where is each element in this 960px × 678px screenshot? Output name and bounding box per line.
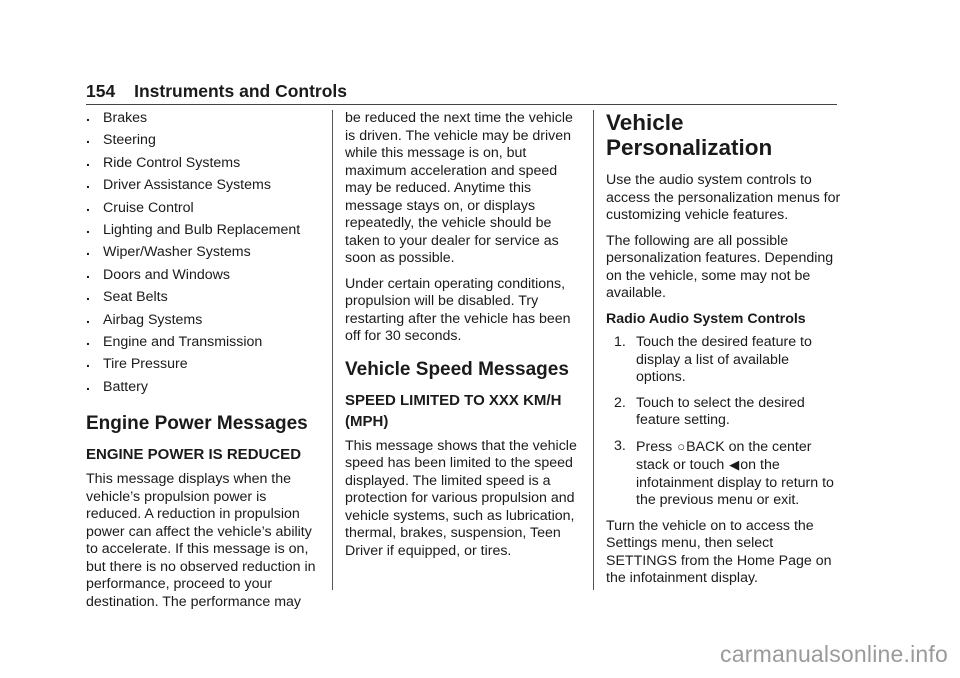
step-item: 1. Touch the desired feature to display a list of available options. (614, 334, 812, 385)
subheading-speed-limited: SPEED LIMITED TO XXX KM/H (MPH) (345, 391, 562, 430)
steps-list (606, 334, 842, 510)
column-2 (345, 110, 583, 568)
paragraph: The following are all possible personalization features. Depending on the vehicle, some may not be available. (606, 232, 834, 301)
back-icon: ○ (677, 438, 686, 454)
paragraph: Use the audio system controls to access the personalization menus for customizing vehicle features. (606, 172, 841, 223)
column-divider (332, 110, 333, 590)
section-heading-speed-messages: Vehicle Speed Messages (345, 358, 569, 380)
touch-back-icon: ◀ (729, 457, 740, 472)
page-number: 154 (86, 81, 116, 101)
paragraph: This message shows that the vehicle speed has been limited to the speed displayed. The limited speed is a protection for various propulsion and vehicle systems, such as lubrication, thermal, brakes, suspension, Teen Driver if equipped, or tires. (345, 437, 577, 559)
list-item: . Steering (86, 131, 156, 149)
page-header (86, 81, 347, 102)
column-divider (593, 110, 594, 590)
step-item: 2. Touch to select the desired feature setting. (614, 394, 805, 428)
list-item: . Ride Control Systems (86, 153, 241, 171)
list-item: . Airbag Systems (86, 310, 203, 328)
list-item: . Wiper/Washer Systems (86, 243, 251, 261)
list-item: . Seat Belts (86, 288, 168, 306)
paragraph: Turn the vehicle on to access the Settings menu, then select SETTINGS from the Home Page on the infotainment display. (606, 517, 832, 586)
list-item: . Brakes (86, 109, 148, 126)
list-item: . Cruise Control (86, 198, 194, 216)
section-title: Instruments and Controls (134, 81, 348, 101)
list-item: . Driver Assistance Systems (86, 176, 271, 194)
section-heading-personalization: Vehicle Personalization (606, 110, 773, 160)
step-item: 3. Press ○BACK on the center stack or touch ◀on the infotainment display to return to the previous menu or exit. (614, 437, 834, 508)
list-item: . Tire Pressure (86, 355, 188, 373)
column-1 (86, 110, 324, 619)
section-heading-engine-power: Engine Power Messages (86, 413, 308, 435)
controls-label: Radio Audio System Controls (606, 310, 806, 327)
paragraph: This message displays when the vehicle’s propulsion power is reduced. A reduction in propulsion power can affect the vehicle’s ability to accelerate. If this message is on, but there is no observed reduction in performance, proceed to your destination. The performance may (86, 471, 316, 610)
list-item: . Lighting and Bulb Replacement (86, 220, 301, 238)
list-item: . Battery (86, 377, 148, 395)
list-item: . Engine and Transmission (86, 332, 263, 350)
column-3 (606, 110, 842, 596)
header-rule (86, 104, 837, 105)
system-list (86, 110, 324, 396)
subheading-engine-power-reduced: ENGINE POWER IS REDUCED (86, 446, 302, 464)
paragraph: Under certain operating conditions, propulsion will be disabled. Try restarting after the vehicle has been off for 30 seconds. (345, 275, 571, 344)
paragraph: be reduced the next time the vehicle is driven. The vehicle may be driven while this message is on, but maximum acceleration and speed may be reduced. Anytime this message stays on, or displays repeatedly, the vehicle should be taken to your dealer for service as soon as possible. (345, 110, 573, 266)
watermark: carmanualsonline.info (720, 641, 948, 667)
list-item: . Doors and Windows (86, 265, 230, 283)
